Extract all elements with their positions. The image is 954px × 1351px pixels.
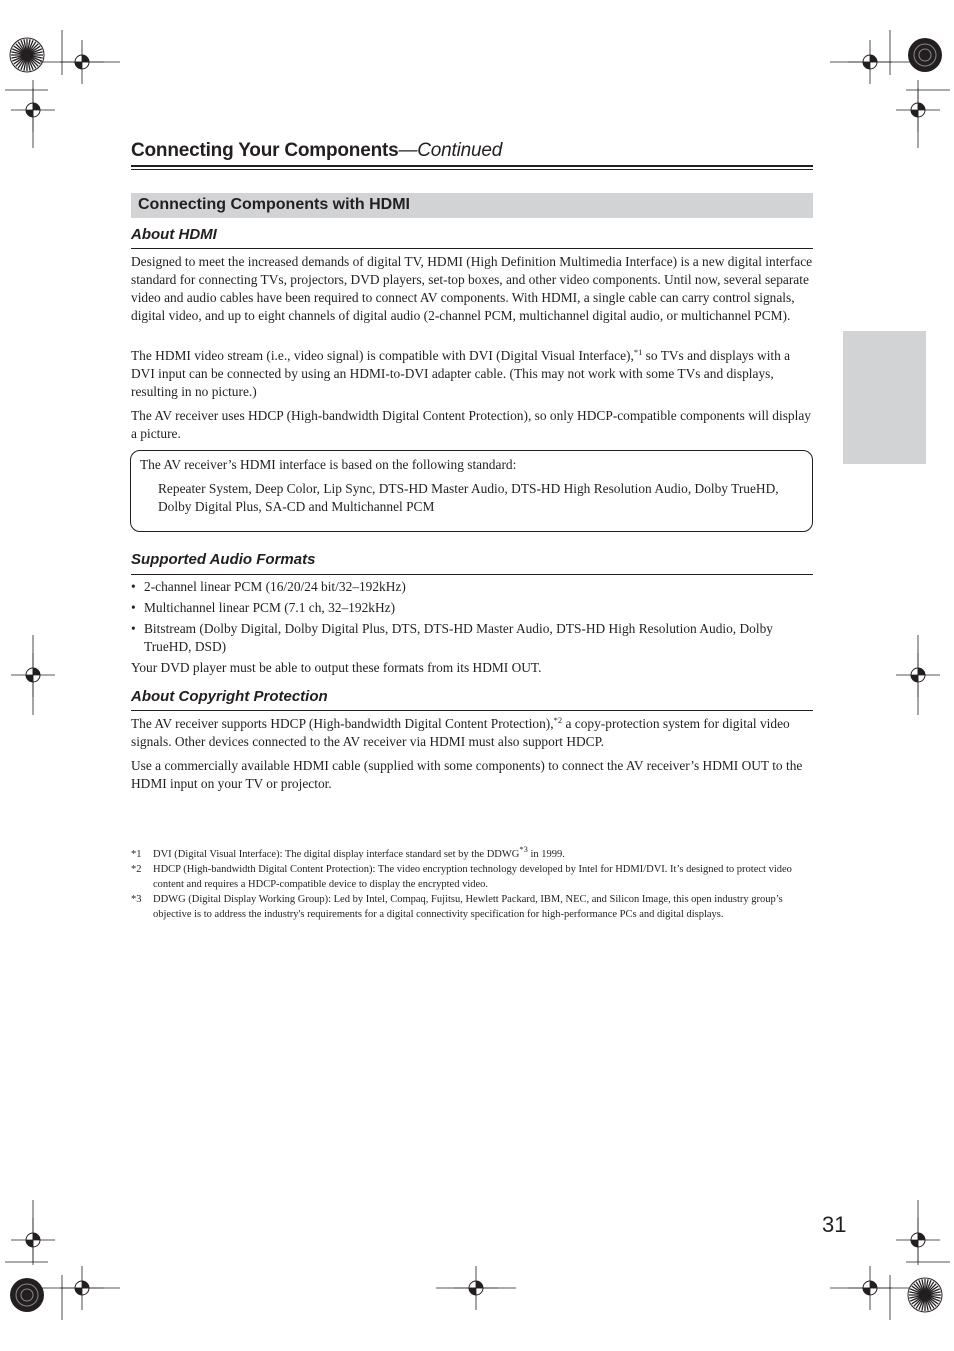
list-item (131, 599, 813, 617)
list-item-text: Multichannel linear PCM (7.1 ch, 32–192kHz) (144, 600, 396, 615)
footnote-text: HDCP (High-bandwidth Digital Content Protection): The video encryption technology developed by Intel for HDMI/DVI. It’s designed to protect video content and requires a HDCP-compatible device to display the encrypted video. (153, 864, 792, 891)
copyright-rule (131, 710, 813, 711)
about-hdmi-heading: About HDMI (131, 226, 217, 243)
bullet: • (131, 579, 136, 594)
audio-formats-heading: Supported Audio Formats (131, 551, 316, 568)
copyright-paragraph-1 (131, 715, 813, 751)
section-title: Connecting Components with HDMI (138, 196, 410, 213)
footnote-text (131, 844, 813, 862)
about-hdmi-p2-text-b: so TVs and displays with a DVI input can be connected by using an HDMI-to-DVI adapter cable. (This may not work with some TVs and displays, resulting in no picture.) (131, 348, 791, 399)
copyright-p1-text-b: a copy-protection system for digital video signals. Other devices connected to the AV receiver via HDMI must also support HDCP. (131, 716, 790, 749)
header-rule (131, 165, 813, 167)
about-hdmi-rule (131, 248, 813, 249)
about-hdmi-paragraph-3: The AV receiver uses HDCP (High-bandwidth Digital Content Protection), so only HDCP-compatible components will display a picture. (131, 408, 811, 441)
list-item-text: Bitstream (Dolby Digital, Dolby Digital Plus, DTS, DTS-HD Master Audio, DTS-HD High Resolution Audio, Dolby TrueHD, DSD) (144, 621, 773, 654)
footnote-text: DDWG (Digital Display Working Group): Led by Intel, Compaq, Fujitsu, Hewlett Packard, IBM, NEC, and Silicon Image, this open industry group’s objective is to address the industry's requirements for a digital connectivity specification for high-performance PCs and digital displays. (153, 894, 783, 921)
page-number: 31 (822, 1212, 847, 1237)
standard-box-list: Repeater System, Deep Color, Lip Sync, DTS-HD Master Audio, DTS-HD High Resolution Audio, Dolby TrueHD, Dolby Digital Plus, SA-CD and Multichannel PCM (158, 481, 779, 514)
about-hdmi-p2-text-a: The HDMI video stream (i.e., video signal) is compatible with DVI (Digital Visual Interface), (131, 348, 634, 363)
list-item (131, 620, 813, 656)
standard-box-intro: The AV receiver’s HDMI interface is based on the following standard: (140, 457, 517, 472)
footnote-3 (131, 892, 813, 923)
footnote-2 (131, 862, 813, 893)
list-item-text: 2-channel linear PCM (16/20/24 bit/32–192kHz) (144, 579, 406, 594)
footnote-text-a: DVI (Digital Visual Interface): The digital display interface standard set by the DDWG (153, 849, 520, 860)
page-header (131, 140, 502, 162)
about-hdmi-paragraph-1: Designed to meet the increased demands of digital TV, HDMI (High Definition Multimedia Interface) is a new digital interface standard for connecting TVs, projectors, DVD players, set-top boxes, and other video components. Until now, several separate video and audio cables have been required to connect AV components. With HDMI, a single cable can carry control signals, digital video, and up to eight channels of digital audio (2-channel PCM, multichannel digital audio, or multichannel PCM). (131, 254, 813, 323)
audio-formats-rule (131, 574, 813, 575)
footnote-ref-1: *1 (633, 347, 643, 357)
footnote-number: *1 (131, 849, 142, 860)
footnote-number: *3 (131, 894, 142, 905)
audio-formats-note: Your DVD player must be able to output these formats from its HDMI OUT. (131, 660, 542, 675)
page-header-title: Connecting Your Components (131, 140, 399, 161)
footnote-number: *2 (131, 864, 142, 875)
copyright-heading: About Copyright Protection (131, 688, 328, 705)
footnote-text-b: in 1999. (527, 849, 565, 860)
page-header-continued: —Continued (398, 140, 503, 161)
footnote-1 (131, 844, 813, 862)
header-rule-thin (131, 169, 813, 170)
list-item (131, 578, 813, 596)
copyright-p1-text-a: The AV receiver supports HDCP (High-bandwidth Digital Content Protection), (131, 716, 554, 731)
footnote-ref-3: *3 (519, 844, 528, 854)
side-tab (843, 331, 926, 464)
footnote-ref-2: *2 (553, 715, 563, 725)
bullet: • (131, 600, 136, 615)
about-hdmi-paragraph-2 (131, 347, 813, 401)
bullet: • (131, 621, 136, 636)
copyright-paragraph-2: Use a commercially available HDMI cable (supplied with some components) to connect the AV receiver’s HDMI OUT to the HDMI input on your TV or projector. (131, 758, 803, 791)
audio-formats-list (131, 578, 813, 659)
